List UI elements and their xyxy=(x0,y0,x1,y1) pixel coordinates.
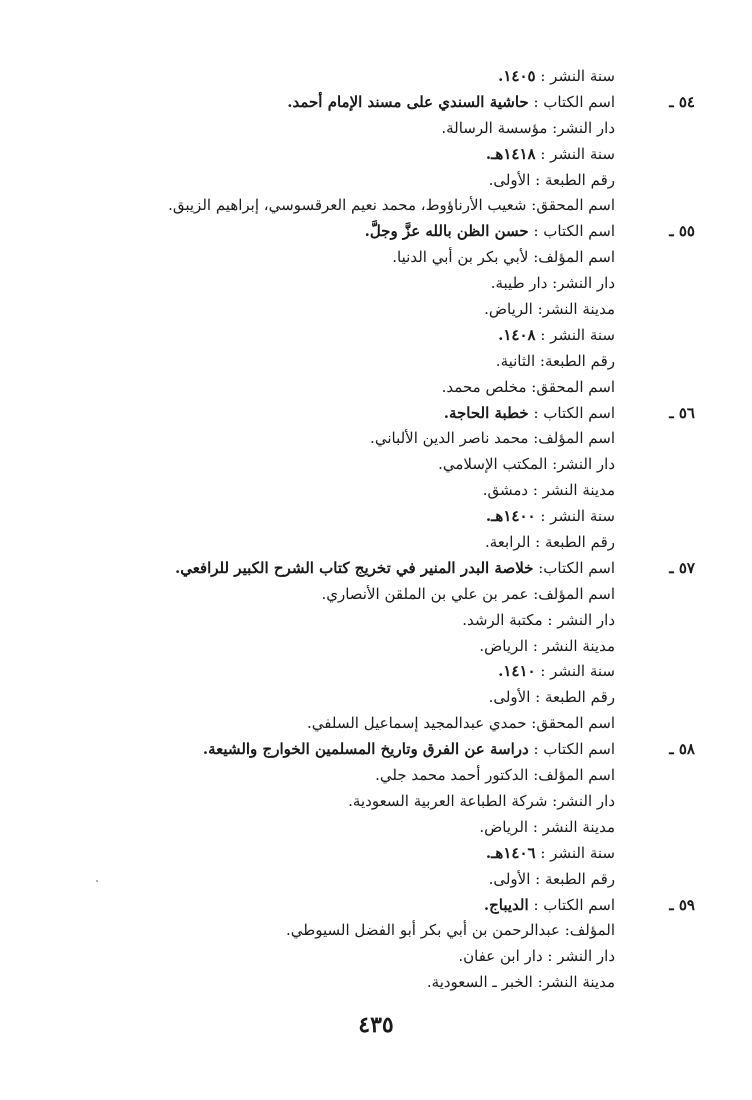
field-label: اسم الكتاب: xyxy=(533,558,615,577)
entry-field-line xyxy=(150,582,615,608)
entry-field-line xyxy=(150,64,615,90)
field-value: ١٤٠٥. xyxy=(498,67,536,85)
field-value: دار طيبة. xyxy=(490,274,548,293)
field-value: الرابعة. xyxy=(484,533,531,552)
field-label: مدينة النشر : xyxy=(528,636,615,655)
field-label: رقم الطبعة: xyxy=(535,351,615,370)
field-label: سنة النشر : xyxy=(535,325,615,344)
field-label: سنة النشر : xyxy=(535,843,615,862)
entry-number: ٥٨ ـ xyxy=(669,740,695,759)
field-label: اسم الكتاب : xyxy=(528,92,615,111)
field-value: الرياض. xyxy=(479,817,529,836)
field-value: ١٤١٨هـ. xyxy=(485,144,536,163)
entry-field-line xyxy=(150,841,615,867)
field-label: اسم المحقق: xyxy=(526,377,615,396)
entry-field-line xyxy=(150,944,615,970)
field-label: رقم الطبعة : xyxy=(530,688,615,707)
field-label: دار النشر: xyxy=(547,274,615,293)
entry-field-line xyxy=(150,478,615,504)
entry-first-line xyxy=(150,401,695,427)
field-value: حسن الظن بالله عزَّ وجلَّ. xyxy=(364,222,529,241)
field-value: شعيب الأرناؤوط، محمد نعيم العرقسوسي، إبراهيم الزيبق. xyxy=(168,196,527,215)
bibliography-list xyxy=(150,64,695,996)
field-label: سنة النشر : xyxy=(535,662,615,681)
field-value: مؤسسة الرسالة. xyxy=(441,118,548,137)
field-value: الرياض. xyxy=(479,636,529,655)
field-label: سنة النشر : xyxy=(535,144,615,163)
entry-number: ٥٤ ـ xyxy=(669,92,695,111)
field-value: الدكتور أحمد محمد جلي. xyxy=(375,766,529,785)
field-value: دمشق. xyxy=(482,481,529,500)
field-value: ١٤٠٠هـ. xyxy=(485,507,536,526)
field-label: اسم الكتاب : xyxy=(528,403,615,422)
entry-field-line xyxy=(150,271,615,297)
entry-field-line xyxy=(150,245,615,271)
field-label: رقم الطبعة : xyxy=(530,170,615,189)
entry-field-line xyxy=(150,608,615,634)
entry-number: ٥٦ ـ xyxy=(669,403,695,422)
entry-field-line xyxy=(150,685,615,711)
field-label: دار النشر: xyxy=(547,455,615,474)
entry-first-line xyxy=(150,219,695,245)
field-label: اسم الكتاب : xyxy=(528,895,615,914)
field-label: مدينة النشر : xyxy=(528,817,615,836)
field-value: خطبة الحاجة. xyxy=(443,403,529,422)
field-value: الثانية. xyxy=(495,351,536,370)
entry-field-line xyxy=(150,634,615,660)
field-value: المكتب الإسلامي. xyxy=(438,455,548,474)
entry-field-line xyxy=(150,116,615,142)
field-label: اسم المؤلف: xyxy=(528,429,615,448)
entry-field-line xyxy=(150,815,615,841)
entry-number: ٥٥ ـ xyxy=(669,222,695,241)
entry-field-line xyxy=(150,763,615,789)
entry-field-line xyxy=(150,789,615,815)
field-value: الرياض. xyxy=(484,300,533,319)
field-label: المؤلف: xyxy=(559,921,615,940)
field-value: محمد ناصر الدين الألباني. xyxy=(370,429,529,448)
entry-first-line xyxy=(150,737,695,763)
field-label: دار النشر: xyxy=(547,791,615,810)
field-value: الديباج. xyxy=(483,895,529,914)
entry-field-line xyxy=(150,867,615,893)
entry-number: ٥٧ ـ xyxy=(669,558,695,577)
field-label: مدينة النشر : xyxy=(528,481,615,500)
field-label: مدينة النشر: xyxy=(532,300,615,319)
field-label: اسم المحقق: xyxy=(526,196,615,215)
entry-field-line xyxy=(150,349,615,375)
field-value: خلاصة البدر المنير في تخريج كتاب الشرح الكبير للرافعي. xyxy=(174,558,534,577)
entry-field-line xyxy=(150,297,615,323)
entry-first-line xyxy=(150,556,695,582)
entry-field-line xyxy=(150,426,615,452)
field-label: اسم المؤلف: xyxy=(528,248,615,267)
field-value: الأولى. xyxy=(488,869,531,888)
field-value: عمر بن علي بن الملقن الأنصاري. xyxy=(321,584,529,603)
field-value: عبدالرحمن بن أبي بكر أبو الفضل السيوطي. xyxy=(286,921,560,940)
entry-field-line xyxy=(150,530,615,556)
field-label: مدينة النشر: xyxy=(532,973,615,992)
field-value: ١٤٠٦هـ. xyxy=(485,843,536,862)
field-value: دراسة عن الفرق وتاريخ المسلمين الخوارج والشيعة. xyxy=(202,740,529,759)
field-value: ١٤٠٨. xyxy=(498,325,536,344)
field-label: دار النشر : xyxy=(542,947,615,966)
field-value: الأولى. xyxy=(488,688,531,707)
field-label: رقم الطبعة : xyxy=(530,869,615,888)
scan-speck xyxy=(96,880,98,882)
field-label: اسم الكتاب : xyxy=(528,740,615,759)
field-value: الخبر ـ السعودية. xyxy=(426,973,533,992)
field-value: حاشية السندي على مسند الإمام أحمد. xyxy=(287,92,529,111)
field-value: الأولى. xyxy=(488,170,531,189)
field-value: ١٤١٠. xyxy=(498,662,536,681)
field-label: اسم الكتاب : xyxy=(528,222,615,241)
entry-field-line xyxy=(150,193,615,219)
entry-field-line xyxy=(150,659,615,685)
field-label: سنة النشر : xyxy=(535,507,615,526)
field-value: دار ابن عفان. xyxy=(458,947,543,966)
entry-field-line xyxy=(150,168,615,194)
field-label: دار النشر : xyxy=(542,610,615,629)
field-value: لأبي بكر بن أبي الدنيا. xyxy=(392,248,529,267)
field-value: مكتبة الرشد. xyxy=(462,610,543,629)
field-value: شركة الطباعة العربية السعودية. xyxy=(348,791,548,810)
page-number: ٤٣٥ xyxy=(358,1012,394,1038)
entry-field-line xyxy=(150,970,615,996)
field-label: اسم المؤلف: xyxy=(528,584,615,603)
field-value: حمدي عبدالمجيد إسماعيل السلفي. xyxy=(307,714,527,733)
field-label: اسم المحقق: xyxy=(526,714,615,733)
field-value: مخلص محمد. xyxy=(441,377,527,396)
entry-field-line xyxy=(150,142,615,168)
entry-field-line xyxy=(150,452,615,478)
entry-field-line xyxy=(150,375,615,401)
entry-field-line xyxy=(150,504,615,530)
entry-first-line xyxy=(150,893,695,919)
entry-first-line xyxy=(150,90,695,116)
field-label: سنة النشر : xyxy=(535,67,615,85)
entry-number: ٥٩ ـ xyxy=(669,895,695,914)
field-label: دار النشر: xyxy=(547,118,615,137)
entry-field-line xyxy=(150,323,615,349)
field-label: رقم الطبعة : xyxy=(530,533,615,552)
entry-field-line xyxy=(150,918,615,944)
entry-field-line xyxy=(150,711,615,737)
field-label: اسم المؤلف: xyxy=(528,766,615,785)
